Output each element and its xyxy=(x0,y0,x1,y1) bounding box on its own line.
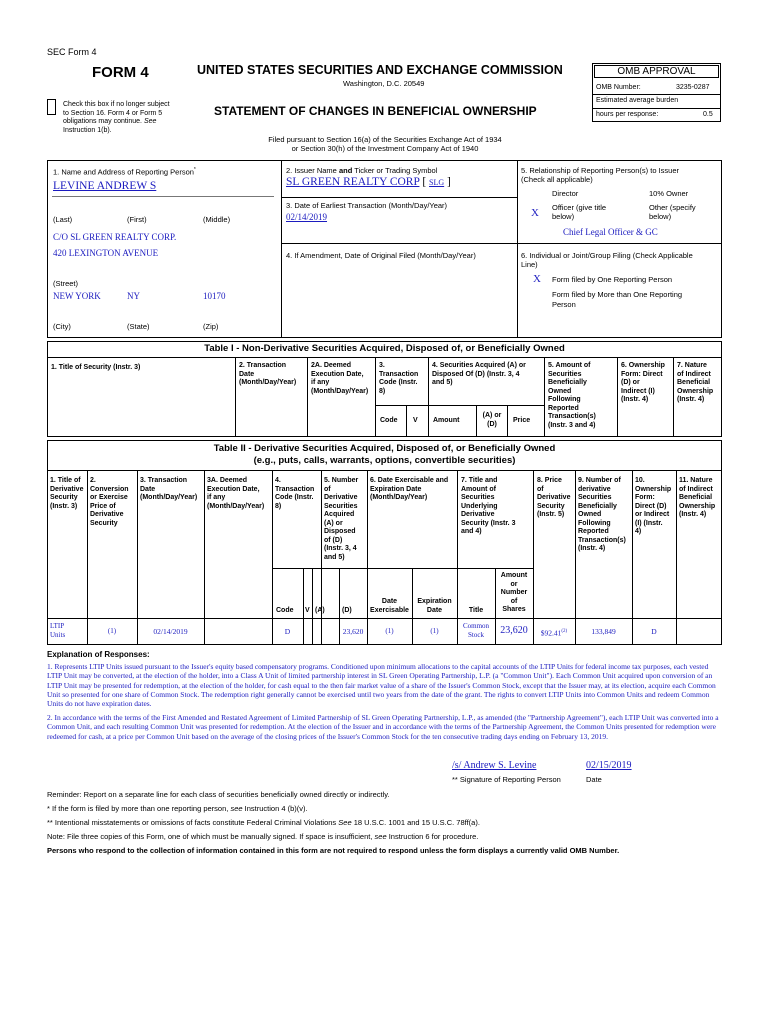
file-copies-note: Note: File three copies of this Form, one of which must be manually signed. If space is insufficient, see Instruction 6 for procedure. xyxy=(47,832,479,841)
first-label: (First) xyxy=(127,215,147,224)
t1-h4: 4. Securities Acquired (A) or Disposed Of (D) (Instr. 3, 4 and 5) xyxy=(432,362,526,386)
t2-row-expiration: (1) xyxy=(430,627,439,635)
officer-title: Chief Legal Officer & GC xyxy=(563,227,658,237)
t2-h2: 2. Conversion or Exercise Price of Derivative Security xyxy=(90,477,129,527)
city-label: (City) xyxy=(53,322,71,331)
t1-h7: 7. Nature of Indirect Beneficial Ownership (Instr. 4) xyxy=(677,362,714,403)
t1-sub-code: Code xyxy=(380,417,398,424)
omb-title: OMB APPROVAL xyxy=(594,65,719,78)
t1-h6: 6. Ownership Form: Direct (D) or Indirect (I) (Instr. 4) xyxy=(621,362,665,403)
multiple-persons-note: * If the form is filed by more than one reporting person, see Instruction 4 (b)(v). xyxy=(47,804,308,813)
t2-sub-code: Code xyxy=(276,607,294,614)
street-label: (Street) xyxy=(53,279,79,288)
t2-sub-title: Title xyxy=(468,607,484,614)
t2-h11: 11. Nature of Indirect Beneficial Ownership (Instr. 4) xyxy=(679,477,716,518)
t2-row-owned: 133,849 xyxy=(591,627,616,636)
omb-disclaimer: Persons who respond to the collection of information contained in this form are not required to respond unless the form displays a currently valid OMB Number. xyxy=(47,846,620,855)
other-label: Other (specify below) xyxy=(649,203,696,221)
date-label: Date xyxy=(586,775,602,784)
t2-row-amount: 23,620 xyxy=(500,625,528,636)
t1-h1: 1. Title of Security (Instr. 3) xyxy=(51,364,141,371)
t2-sub-a: (A) xyxy=(315,607,325,614)
issuer-name: SL GREEN REALTY CORP [ SLG ] xyxy=(286,176,451,188)
t2-row-date: 02/14/2019 xyxy=(153,627,188,636)
t2-h4: 4. Transaction Code (Instr. 8) xyxy=(275,477,315,510)
t1-h3: 3. Transaction Code (Instr. 8) xyxy=(379,362,419,395)
state-label: (State) xyxy=(127,322,150,331)
commission-title: UNITED STATES SECURITIES AND EXCHANGE COMMISSION xyxy=(197,63,563,77)
footnote-1: 1. Represents LTIP Units issued pursuant to the Issuer's equity based compensatory programs. Conditioned upon minimum allocations to the capital accounts of the LTIP Units for federal income tax purposes, each vested LTIP Unit may be converted, at the election of the holder, into a Class A Unit of limited partnership interest in SL Green Operating Partnership, L.P. (a "Common Unit"). Each Common Unit acquired upon conversion of an LTIP Unit may be presented for redemption, at the election of the holder, for cash equal to the then fair market value of a share of the Issuer's Common Stock, except that the Issuer may, at its election, acquire each Common Unit so presented for one share of Common Stock. The redemption right generally cannot be exercised until two years from the date of the grant. The rights to convert LTIP Units into Common Units and redeem Common Units do not have expiration dates. xyxy=(47,662,716,709)
t1-sub-v: V xyxy=(413,417,418,424)
omb-burden-label: Estimated average burden xyxy=(596,97,679,104)
state-value: NY xyxy=(127,291,140,301)
table-2-title: Table II - Derivative Securities Acquired, Disposed of, or Beneficially Owned (e.g., puts, calls, warrants, options, convertible securities) xyxy=(213,443,556,466)
t2-h3: 3. Transaction Date (Month/Day/Year) xyxy=(140,477,198,501)
omb-number-label: OMB Number: xyxy=(596,84,641,91)
commission-address: Washington, D.C. 20549 xyxy=(343,79,425,88)
sec-form-label: SEC Form 4 xyxy=(47,47,97,57)
box4-label: 4. If Amendment, Date of Original Filed (Month/Day/Year) xyxy=(286,251,476,260)
box6-label: 6. Individual or Joint/Group Filing (Check Applicable Line) xyxy=(521,251,693,269)
t1-sub-ad: (A) or (D) xyxy=(482,412,502,428)
officer-mark: X xyxy=(531,207,539,219)
reminder-line: Reminder: Report on a separate line for each class of securities beneficially owned directly or indirectly. xyxy=(47,790,390,799)
table-1-title: Table I - Non-Derivative Securities Acquired, Disposed of, or Beneficially Owned xyxy=(204,343,565,354)
more-persons-label: Form filed by More than One Reporting Person xyxy=(552,290,683,309)
misstatement-note: ** Intentional misstatements or omissions of facts constitute Federal Criminal Violations See 18 U.S.C. 1001 and 15 U.S.C. 78ff(a). xyxy=(47,818,480,827)
t1-h5: 5. Amount of Securities Beneficially Owned Following Reported Transaction(s) (Instr. 3 and 4) xyxy=(548,362,596,429)
address-line-1: C/O SL GREEN REALTY CORP. xyxy=(53,232,177,242)
t2-h6: 6. Date Exercisable and Expiration Date (Month/Day/Year) xyxy=(370,477,449,501)
footnote-2: 2. In accordance with the terms of the First Amended and Restated Agreement of Limited Partnership of SL Green Operating Partnership, L.P., as amended (the "Partnership Agreement"), each LTIP Unit was converted into a Common Unit, and each resulting Common Unit was presented for redemption. At the election of the Issuer and in accordance with the terms of the Partnership Agreement, the Common Units presented for redemption were redeemed for cash, at a price per Common Unit based on the average of the closing prices of the Issuer's Common Stock for the ten consecutive trading days ending on February 13, 2019. xyxy=(47,713,719,741)
one-person-label: Form filed by One Reporting Person xyxy=(552,275,673,284)
box3-label: 3. Date of Earliest Transaction (Month/Day/Year) xyxy=(286,201,448,210)
t1-h2: 2. Transaction Date (Month/Day/Year) xyxy=(239,362,297,386)
signature-name: /s/ Andrew S. Levine xyxy=(452,760,537,771)
t2-row-title: LTIP Units xyxy=(50,622,66,639)
t2-h7: 7. Title and Amount of Securities Underlying Derivative Security (Instr. 3 and 4) xyxy=(461,477,516,535)
checkbox-text: Check this box if no longer subject to Section 16. Form 4 or Form 5 obligations may continue. See Instruction 1(b). xyxy=(63,101,170,134)
city-value: NEW YORK xyxy=(53,291,101,301)
zip-label: (Zip) xyxy=(203,322,219,331)
t1-sub-price: Price xyxy=(513,417,531,424)
t2-row-date-exercisable: (1) xyxy=(385,627,394,635)
middle-label: (Middle) xyxy=(203,215,231,224)
box2-label: 2. Issuer Name and Ticker or Trading Symbol xyxy=(286,166,438,175)
t2-sub-date-exercisable: Date Exercisable xyxy=(370,598,409,614)
t2-sub-expiration: Expiration Date xyxy=(417,598,452,614)
statement-title: STATEMENT OF CHANGES IN BENEFICIAL OWNERSHIP xyxy=(214,104,537,118)
t2-sub-v: V xyxy=(305,607,310,614)
t2-h10: 10. Ownership Form: Direct (D) or Indirect (I) (Instr. 4) xyxy=(635,477,672,535)
t2-h5: 5. Number of Derivative Securities Acquired (A) or Disposed of (D) (Instr. 3, 4 and 5) xyxy=(324,477,359,561)
officer-label: Officer (give title below) xyxy=(552,203,607,221)
signature-date: 02/15/2019 xyxy=(586,760,632,771)
explanation-title: Explanation of Responses: xyxy=(47,650,150,659)
t2-h1: 1. Title of Derivative Security (Instr. 3) xyxy=(50,477,84,510)
no-longer-subject-checkbox[interactable] xyxy=(47,99,56,115)
t2-row-underlying-title: Common Stock xyxy=(462,622,490,639)
t1-h2a: 2A. Deemed Execution Date, if any (Month/Day/Year) xyxy=(311,362,369,395)
omb-hours-value: 0.5 xyxy=(703,111,713,118)
t2-row-price: $92.41$^{(2)}$ xyxy=(540,628,568,638)
director-label: Director xyxy=(552,189,579,198)
t2-row-disposed: 23,620 xyxy=(342,627,364,636)
t2-sub-d: (D) xyxy=(342,607,352,614)
reporting-person-name: LEVINE ANDREW S xyxy=(53,180,157,192)
t2-h8: 8. Price of Derivative Security (Instr. 5) xyxy=(537,477,571,518)
ten-percent-owner-label: 10% Owner xyxy=(649,189,689,198)
address-line-2: 420 LEXINGTON AVENUE xyxy=(53,248,159,258)
form-title: FORM 4 xyxy=(92,64,149,81)
omb-number-value: 3235-0287 xyxy=(676,84,710,91)
omb-hours-label: hours per response: xyxy=(596,111,659,118)
last-label: (Last) xyxy=(53,215,73,224)
t2-h9: 9. Number of derivative Securities Beneficially Owned Following Reported Transaction(s) (Instr. 4) xyxy=(578,477,626,552)
t2-row-code: D xyxy=(284,627,291,636)
signature-label: ** Signature of Reporting Person xyxy=(452,775,561,784)
zip-value: 10170 xyxy=(203,291,226,301)
filed-pursuant: Filed pursuant to Section 16(a) of the Securities Exchange Act of 1934 or Section 30(h) of the Investment Company Act of 1940 xyxy=(268,135,502,153)
box5-label: 5. Relationship of Reporting Person(s) to Issuer (Check all applicable) xyxy=(521,166,679,184)
t2-amount-header: Amount or Number of Shares xyxy=(500,572,528,613)
one-person-mark: X xyxy=(533,273,541,285)
earliest-transaction-date: 02/14/2019 xyxy=(286,212,328,222)
t2-row-form: D xyxy=(651,627,657,636)
t1-sub-amount: Amount xyxy=(433,417,460,424)
t2-h3a: 3A. Deemed Execution Date, if any (Month/Day/Year) xyxy=(207,477,265,510)
t2-row-conversion: (1) xyxy=(107,627,117,635)
box1-label: 1. Name and Address of Reporting Person* xyxy=(53,167,196,177)
